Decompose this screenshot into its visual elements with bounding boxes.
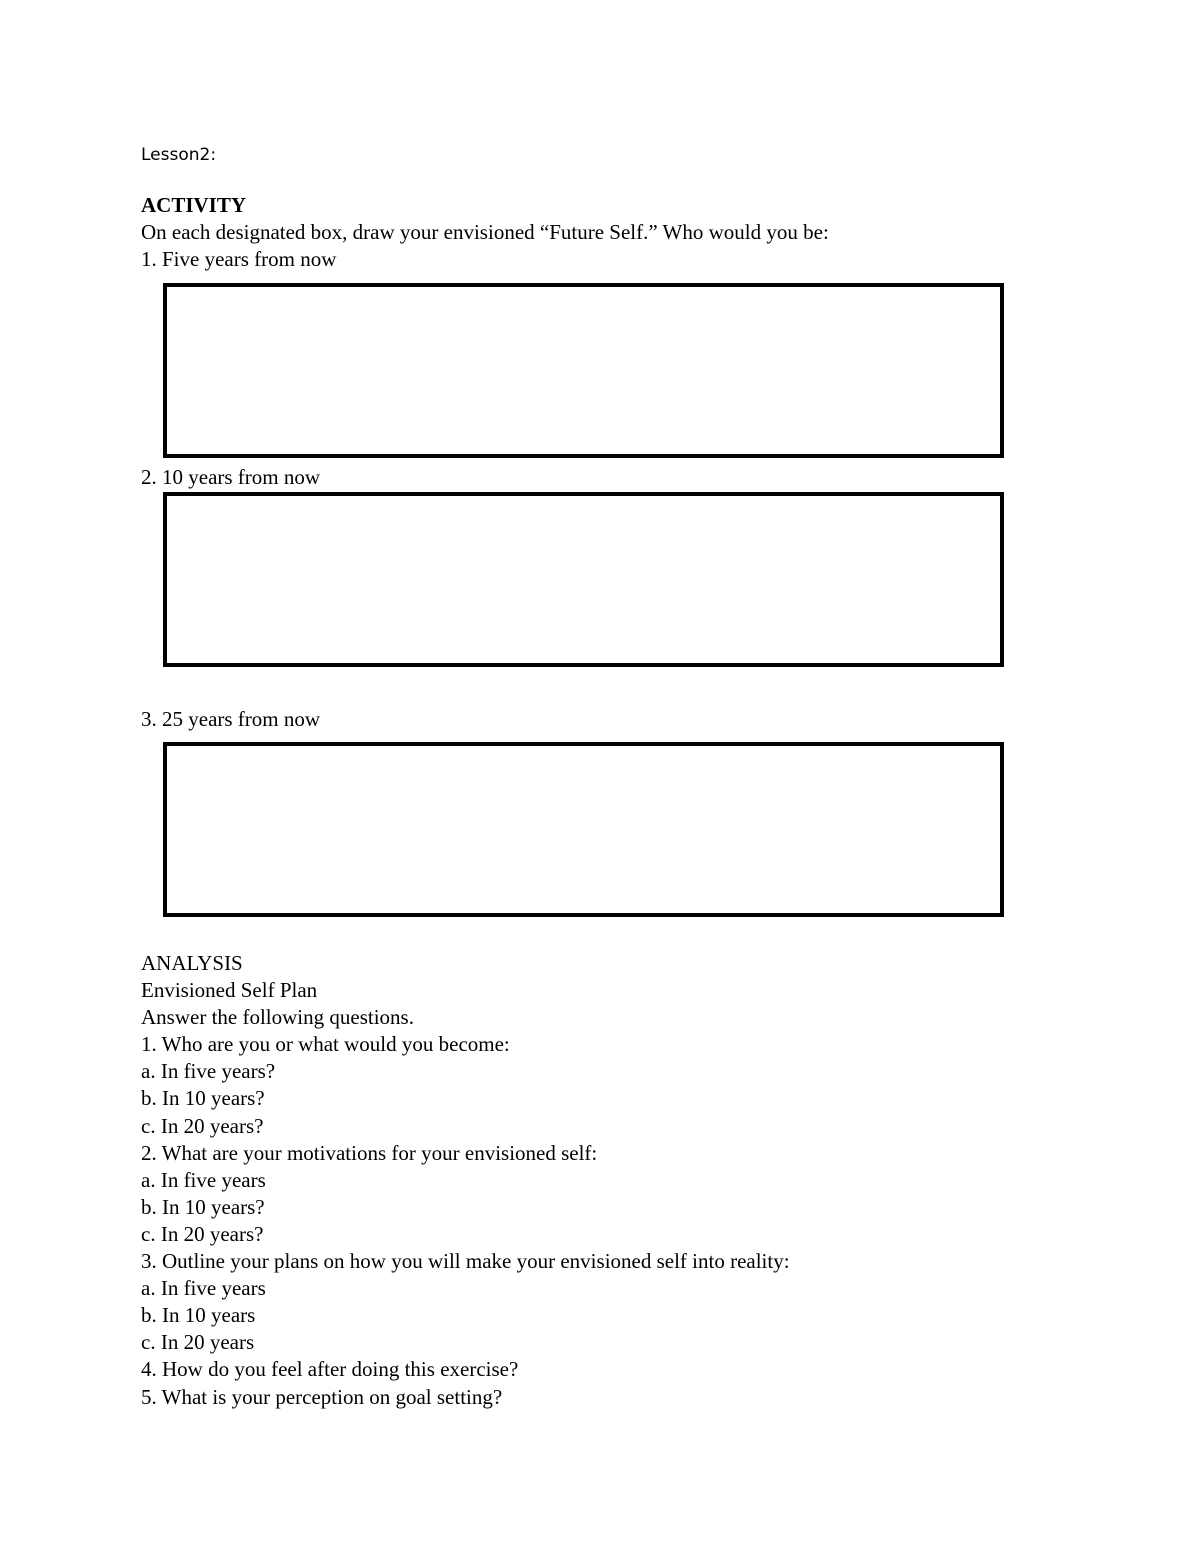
question-line: a. In five years <box>141 1276 266 1301</box>
item-label-five-years: 1. Five years from now <box>141 247 337 271</box>
item-label-25-years: 3. 25 years from now <box>141 707 321 731</box>
drawing-box-25-years[interactable] <box>163 742 1004 917</box>
question-line: 4. How do you feel after doing this exercise? <box>141 1357 519 1382</box>
analysis-section <box>141 950 790 1411</box>
lesson-title: Lesson2: <box>141 145 217 165</box>
drawing-box-five-years[interactable] <box>163 283 1004 458</box>
drawing-box-10-years[interactable] <box>163 492 1004 667</box>
question-line: b. In 10 years? <box>141 1086 265 1111</box>
analysis-heading: ANALYSIS <box>141 951 243 975</box>
question-line: 5. What is your perception on goal setting? <box>141 1384 503 1409</box>
question-line: a. In five years <box>141 1167 266 1192</box>
analysis-instruction: Answer the following questions. <box>141 1005 414 1030</box>
question-line: b. In 10 years <box>141 1303 256 1328</box>
question-line: b. In 10 years? <box>141 1194 265 1219</box>
question-line: 1. Who are you or what would you become: <box>141 1032 510 1057</box>
analysis-subheading: Envisioned Self Plan <box>141 978 318 1003</box>
question-line: c. In 20 years? <box>141 1221 264 1246</box>
question-line: c. In 20 years <box>141 1330 255 1355</box>
activity-instruction: On each designated box, draw your envisioned “Future Self.” Who would you be: <box>141 220 829 244</box>
question-line: a. In five years? <box>141 1059 276 1084</box>
question-line: c. In 20 years? <box>141 1113 264 1138</box>
activity-heading: ACTIVITY <box>141 193 247 217</box>
item-label-10-years: 2. 10 years from now <box>141 465 321 489</box>
question-line: 3. Outline your plans on how you will make your envisioned self into reality: <box>141 1249 790 1274</box>
question-line: 2. What are your motivations for your envisioned self: <box>141 1140 598 1165</box>
